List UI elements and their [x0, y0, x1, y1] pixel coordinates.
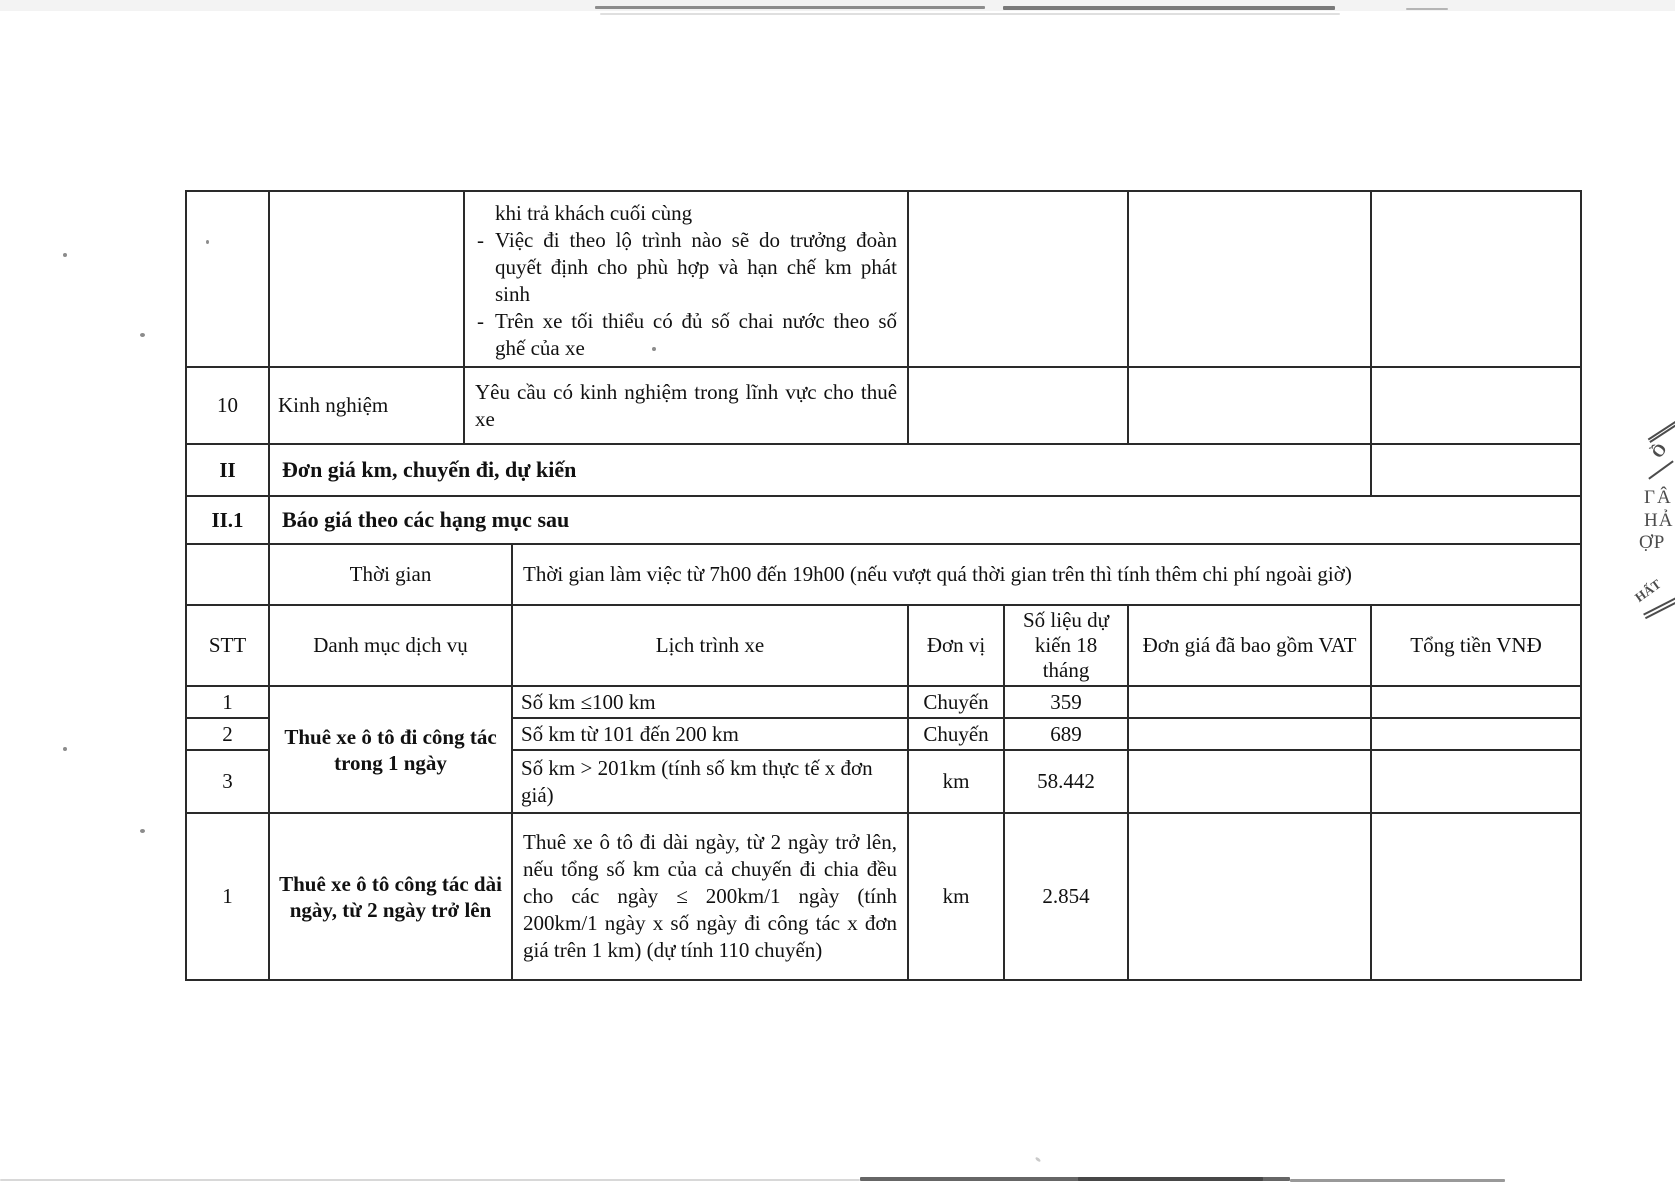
- table-row-1: [186, 686, 1581, 718]
- table-row-section-ii1: [186, 496, 1581, 544]
- cell-unit-price-empty: [1128, 686, 1371, 718]
- scanner-streak: [1290, 1179, 1505, 1182]
- table-header-row: [186, 605, 1581, 686]
- cell-section-title: Báo giá theo các hạng mục sau: [269, 496, 1581, 544]
- cell-unit: Chuyến: [908, 718, 1004, 750]
- cell-unit: km: [908, 813, 1004, 980]
- cell-unit-price-empty: [1128, 750, 1371, 813]
- cell-criterion-desc: Yêu cầu có kinh nghiệm trong lĩnh vực cho thuê xe: [464, 367, 908, 444]
- header-unit: Đơn vị: [908, 605, 1004, 686]
- table-row-section-ii: [186, 444, 1581, 496]
- cell-schedule-desc: Thuê xe ô tô đi dài ngày, từ 2 ngày trở lên, nếu tổng số km của cả chuyến đi chia đều cho các ngày ≤ 200km/1 ngày (tính 200km/1 ngày x số ngày đi công tác x đơn giá trên 1 km) (dự tính 110 chuyến): [512, 813, 908, 980]
- header-schedule: Lịch trình xe: [512, 605, 908, 686]
- ink-speck: [63, 253, 67, 257]
- cell-stt: 1: [186, 686, 269, 718]
- cell-total-empty: [1371, 813, 1581, 980]
- dash-marker: -: [477, 228, 484, 252]
- scanner-streak: [595, 6, 985, 9]
- stamp-arc-line: [1648, 418, 1675, 443]
- list-item: [475, 227, 897, 308]
- ink-speck: [63, 747, 67, 751]
- cell-time-value: Thời gian làm việc từ 7h00 đến 19h00 (nếu vượt quá thời gian trên thì tính thêm chi phí ngoài giờ): [512, 544, 1581, 605]
- table-row-long-trip: [186, 813, 1581, 980]
- cell-section-number: II.1: [186, 496, 269, 544]
- cell-stt: 10: [186, 367, 269, 444]
- stamp-text-fragment: ΓÂ: [1644, 487, 1673, 508]
- header-stt: STT: [186, 605, 269, 686]
- continuation-line: khi trả khách cuối cùng: [495, 201, 693, 225]
- header-estimate: Số liệu dự kiến 18 tháng: [1004, 605, 1128, 686]
- ink-speck: [140, 829, 145, 833]
- cell-total-empty: [1371, 750, 1581, 813]
- header-service: Danh mục dịch vụ: [269, 605, 512, 686]
- cell-criterion-name: Kinh nghiệm: [269, 367, 464, 444]
- cell-unit: Chuyến: [908, 686, 1004, 718]
- cell-total-empty: [1371, 718, 1581, 750]
- table-row-continuation: [186, 191, 1581, 367]
- cell-unit-price-empty: [1128, 718, 1371, 750]
- cell-estimate: 359: [1004, 686, 1128, 718]
- scanner-streak: [0, 1179, 860, 1181]
- stamp-text-fragment: Ồ: [1647, 439, 1671, 462]
- ink-speck: [140, 333, 145, 337]
- scanner-streak: [1406, 8, 1448, 10]
- stamp-text-fragment: ỢP: [1639, 532, 1666, 553]
- cell-schedule: Số km > 201km (tính số km thực tế x đơn giá): [512, 750, 908, 813]
- stamp-arc-line: [1648, 460, 1673, 479]
- cell-empty: [1371, 444, 1581, 496]
- cell-schedule: Số km ≤100 km: [512, 686, 908, 718]
- cell-stt: 2: [186, 718, 269, 750]
- header-unit-price: Đơn giá đã bao gồm VAT: [1128, 605, 1371, 686]
- scanner-streak: [1003, 6, 1335, 10]
- cell-estimate: 58.442: [1004, 750, 1128, 813]
- cell-empty: [1128, 367, 1371, 444]
- cell-stt: 1: [186, 813, 269, 980]
- cell-unit: km: [908, 750, 1004, 813]
- cell-group-name: Thuê xe ô tô công tác dài ngày, từ 2 ngày trở lên: [269, 813, 512, 980]
- cell-time-label: Thời gian: [269, 544, 512, 605]
- list-item-text: Trên xe tối thiểu có đủ số chai nước theo số ghế của xe: [495, 309, 898, 360]
- stamp-text-fragment: HẤT: [1631, 576, 1664, 605]
- cell-empty: [269, 191, 464, 367]
- cell-empty: [186, 544, 269, 605]
- cell-empty: [1371, 191, 1581, 367]
- ink-speck: [1035, 1156, 1042, 1162]
- header-total: Tổng tiền VNĐ: [1371, 605, 1581, 686]
- cell-section-number: II: [186, 444, 269, 496]
- dash-marker: -: [477, 309, 484, 333]
- cell-empty: [1371, 367, 1581, 444]
- cell-empty: [186, 191, 269, 367]
- scanner-streak: [1078, 1177, 1263, 1181]
- scanner-streak: [600, 13, 1340, 15]
- list-item-text: Việc đi theo lộ trình nào sẽ do trưởng đoàn quyết định cho phù hợp và hạn chế km phát sinh: [495, 228, 898, 306]
- table-row-time: [186, 544, 1581, 605]
- list-item: [475, 308, 897, 362]
- cell-empty: [908, 367, 1128, 444]
- cell-empty: [1128, 191, 1371, 367]
- cell-schedule: Số km từ 101 đến 200 km: [512, 718, 908, 750]
- cell-section-title: Đơn giá km, chuyến đi, dự kiến: [269, 444, 1371, 496]
- cell-estimate: 2.854: [1004, 813, 1128, 980]
- cell-total-empty: [1371, 686, 1581, 718]
- pricing-table: [185, 190, 1582, 981]
- cell-continuation-text: [464, 191, 908, 367]
- cell-unit-price-empty: [1128, 813, 1371, 980]
- cell-stt: 3: [186, 750, 269, 813]
- table-row-10: [186, 367, 1581, 444]
- cell-estimate: 689: [1004, 718, 1128, 750]
- cell-empty: [908, 191, 1128, 367]
- cell-group-name: Thuê xe ô tô đi công tác trong 1 ngày: [269, 686, 512, 813]
- stamp-text-fragment: HẢ: [1644, 510, 1674, 531]
